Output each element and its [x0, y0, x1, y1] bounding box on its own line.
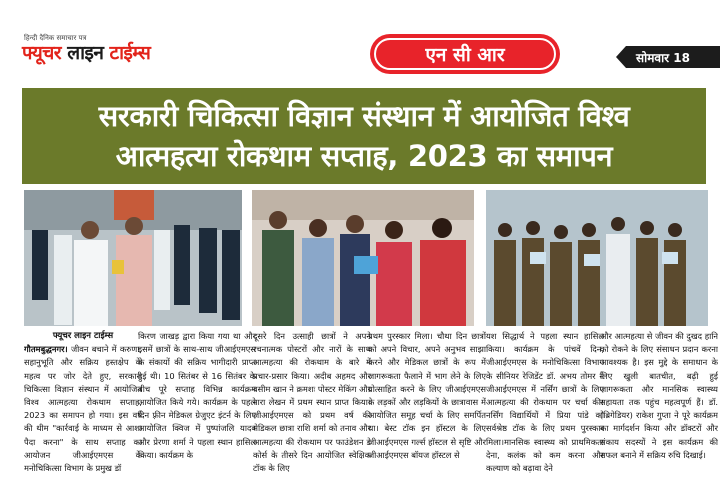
page-dateline: सोमवार 18 — [626, 46, 720, 68]
article-text-5: यश सिद्धार्थ ने पहला स्थान हासिल किया। कार्यक्रम के पांचवें दिन, जीआईएमएस के मनोचिकित्सा विभाग के सीनियर रेजिडेंट डॉ. अभय तोमर ने जीआईएमएस में नर्सिंग छात्रों के लिए आत्महत्या की रोकथाम पर चर्चा की। नर्सिंग विद्यार्थियों में प्रिया पांडे को सर्वश्रेष्ठ टॉक के लिए प्रथम पुरस्कार मिला।मानसिक स्वास्थ्य को प्राथमिकता देना, कलंक को कम करना और कल्याण को बढ़ावा देने — [486, 331, 604, 474]
masthead-tagline: हिन्दी दैनिक समाचार पत्र — [24, 34, 87, 42]
article-text-2: किरण जाखड़ द्वारा किया गया था और इसमें छात्रों के साथ-साथ जीआईएमएस के संकायों की सक्रिय भागीदारी प्राप्त हुई थी। 10 सितंबर से 16 सितंबर के बीच पूरे सप्ताह विभिन्न कार्यक्रम आयोजित किये गये। कार्यक्रम के पहले दिन फ़्रीन मेडिकल ग्रेजुएट इंटर्न के लिए आयोजित क्विज में पुष्पांजलि यादव और प्रेरणा शर्मा ने पहला स्थान हासिल किया। कार्यक्रम के — [138, 331, 256, 460]
section-label — [370, 34, 560, 74]
headline-banner — [22, 88, 706, 184]
headline-line-1: सरकारी चिकित्सा विज्ञान संस्थान में आयोजित विश्व — [98, 99, 630, 133]
article-column-6 — [600, 330, 718, 479]
news-photo-award-handover — [24, 190, 242, 326]
section-label-text: एन सी आर — [374, 38, 556, 70]
newspaper-masthead — [22, 34, 182, 64]
article-byline: फ्यूचर लाइन टाईम्स — [52, 331, 114, 341]
headline-line-2: आत्महत्या रोकथाम सप्ताह, 2023 का समापन — [115, 139, 613, 173]
logo-word-3: टाईम्स — [109, 42, 151, 64]
logo-word-1: फ्यूचर — [22, 42, 62, 64]
article-column-5 — [486, 330, 604, 479]
article-column-2 — [138, 330, 256, 479]
article-column-4 — [368, 330, 486, 479]
newspaper-logo — [22, 42, 182, 64]
article-text-3: दूसरे दिन उत्साही छात्रों ने अपने रचनात्मक पोस्टरों और नारों के साथ आत्महत्या की रोकथाम के बारे में प्रचार-प्रसार किया। अदीब अहमद और वसीम खान ने क्रमशः पोस्टर मेकिंग और नारा लेखन में प्रथम स्थान प्राप्त किया। जीआईएमएस को प्रथम वर्ष की मेडिकल छात्रा राशि शर्मा को तनाव और आत्महत्या की रोकथाम पर फाउंडेशन डे कोर्स के तीसरे दिन आयोजित स्वेक्षिक टॉक के लिए — [253, 331, 371, 474]
article-column-3 — [253, 330, 371, 479]
article-column-1 — [24, 330, 142, 479]
news-photo-group — [486, 190, 708, 326]
news-photo-certificate — [252, 190, 474, 326]
article-dateline: गौतमबुद्धनगर। — [24, 344, 68, 355]
article-text-1: जीवन बचाने में करुणा, सहानुभूति और सक्रिय हस्तक्षेप के महत्व पर जोर देते हुए, सरकारी चिकित्सा विज्ञान संस्थान में आयोजित विश्व आत्महत्या रोकथाम सप्ताह, 2023 का समापन हो गया। इस वर्ष की थीम "कार्रवाई के माध्यम से आशा पैदा करना" के साथ सप्ताह का आयोजन जीआईएमएस के मनोचिकित्सा विभाग के प्रमुख डॉ — [24, 344, 142, 474]
logo-word-2: लाइन — [67, 42, 104, 64]
article-text-6: और आत्महत्या से जीवन की दुखद हानि को रोकने के लिए संसाधन प्रदान करना आवश्यक है। इस मुद्दे के समाधान के लिए खुली बातचीत, बढ़ी हुई जागरूकता और मानसिक स्वास्थ्य सहायता तक पहुंच महत्वपूर्ण हैं। डॉ. (ब्रिगेडियर) राकेश गुप्ता ने पूरे कार्यक्रम का मार्गदर्शन किया और डॉक्टरों और संकाय सदस्यों ने इस कार्यक्रम की सफल बनाने में सक्रिय रुचि दिखाई। — [600, 331, 718, 460]
article-text-4: प्रथम पुरस्कार मिला। चौथा दिन छात्रों को अपने विचार, अपने अनुभव साझा करने और मेडिकल छात्रों के रूप में जागरूकता फैलाने में भाग लेने के लिए प्रोत्साहित करने के लिए जीआईएमएस के लड़कों और लड़कियों के छात्रावास में आयोजित समूह चर्चा के लिए समर्पित था। बेस्ट टॉक इन हॉस्टल के लिए जीआईएमएस गर्ल्स हॉस्टल से सृष्टि और जीआईएमएस बॉयज हॉस्टल से — [368, 331, 486, 460]
